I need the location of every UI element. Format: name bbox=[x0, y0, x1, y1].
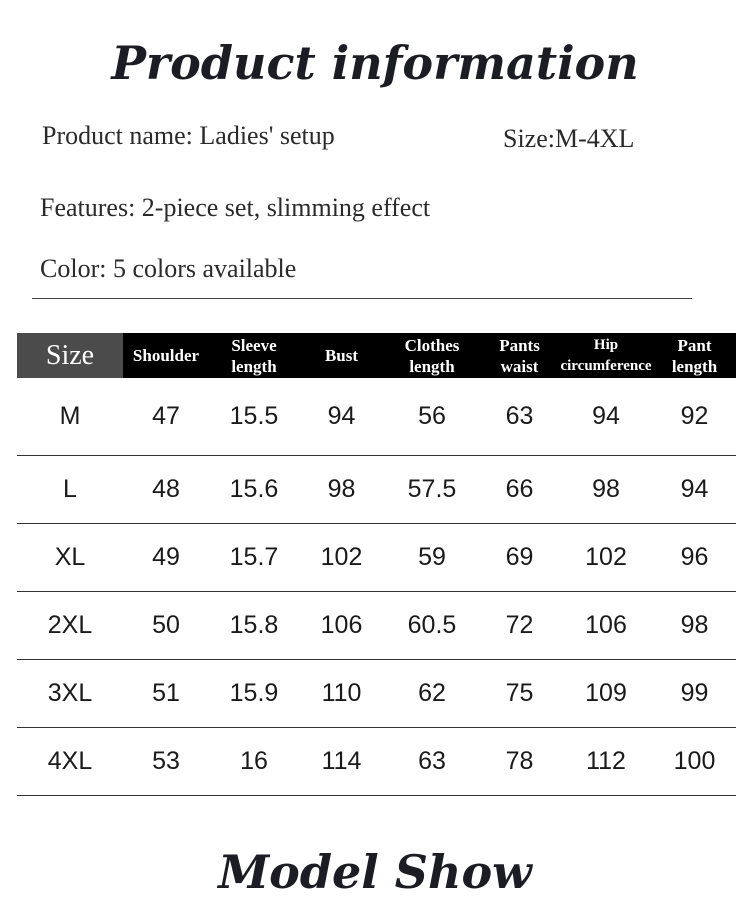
measurement-cell: 94 bbox=[559, 378, 653, 456]
header-label: Sleeve bbox=[231, 335, 277, 355]
header-shoulder bbox=[123, 333, 209, 378]
features-text: Features: 2-piece set, slimming effect bbox=[40, 193, 431, 222]
header-label: length bbox=[671, 356, 718, 376]
header-label: Hip bbox=[593, 336, 619, 353]
header-label: Pants bbox=[499, 335, 540, 355]
table-row bbox=[17, 456, 736, 524]
header-label: Shoulder bbox=[132, 346, 200, 365]
measurement-cell: 114 bbox=[299, 728, 384, 796]
measurement-cell: 51 bbox=[123, 660, 209, 728]
size-cell: L bbox=[17, 456, 123, 524]
measurement-cell: 57.5 bbox=[384, 456, 480, 524]
measurement-cell: 110 bbox=[299, 660, 384, 728]
table-body bbox=[17, 378, 736, 796]
measurement-cell: 92 bbox=[653, 378, 736, 456]
measurement-cell: 47 bbox=[123, 378, 209, 456]
header-hip-circumference bbox=[559, 333, 653, 378]
measurement-cell: 98 bbox=[299, 456, 384, 524]
header-label: length bbox=[409, 356, 455, 376]
measurement-cell: 49 bbox=[123, 524, 209, 592]
product-name-text: Product name: Ladies' setup bbox=[42, 121, 335, 150]
measurement-cell: 15.9 bbox=[209, 660, 299, 728]
size-cell: M bbox=[17, 378, 123, 456]
measurement-cell: 94 bbox=[299, 378, 384, 456]
measurement-cell: 53 bbox=[123, 728, 209, 796]
table-row bbox=[17, 728, 736, 796]
measurement-cell: 56 bbox=[384, 378, 480, 456]
measurement-cell: 69 bbox=[480, 524, 559, 592]
measurement-cell: 102 bbox=[299, 524, 384, 592]
measurement-cell: 102 bbox=[559, 524, 653, 592]
measurement-cell: 66 bbox=[480, 456, 559, 524]
table-row bbox=[17, 660, 736, 728]
header-sleeve-length bbox=[209, 333, 299, 378]
header-pant-length bbox=[653, 333, 736, 378]
measurement-cell: 99 bbox=[653, 660, 736, 728]
size-cell: XL bbox=[17, 524, 123, 592]
measurement-cell: 106 bbox=[559, 592, 653, 660]
size-cell: 3XL bbox=[17, 660, 123, 728]
header-label: length bbox=[231, 356, 277, 376]
measurement-cell: 15.8 bbox=[209, 592, 299, 660]
header-label: Clothes bbox=[404, 335, 460, 355]
header-size bbox=[17, 333, 123, 378]
measurement-cell: 106 bbox=[299, 592, 384, 660]
size-cell: 2XL bbox=[17, 592, 123, 660]
measurement-cell: 63 bbox=[384, 728, 480, 796]
measurement-cell: 75 bbox=[480, 660, 559, 728]
size-chart-table bbox=[17, 333, 736, 796]
header-bust bbox=[299, 333, 384, 378]
measurement-cell: 15.5 bbox=[209, 378, 299, 456]
measurement-cell: 96 bbox=[653, 524, 736, 592]
measurement-cell: 50 bbox=[123, 592, 209, 660]
divider bbox=[32, 298, 692, 299]
measurement-cell: 15.7 bbox=[209, 524, 299, 592]
measurement-cell: 72 bbox=[480, 592, 559, 660]
measurement-cell: 98 bbox=[559, 456, 653, 524]
header-label: Size bbox=[45, 340, 95, 371]
measurement-cell: 109 bbox=[559, 660, 653, 728]
header-label: circumference bbox=[560, 357, 652, 374]
size-range-text: Size:M-4XL bbox=[503, 124, 635, 153]
measurement-cell: 63 bbox=[480, 378, 559, 456]
measurement-cell: 100 bbox=[653, 728, 736, 796]
measurement-cell: 78 bbox=[480, 728, 559, 796]
header-label: waist bbox=[500, 356, 539, 376]
page-title: Product information bbox=[111, 36, 639, 90]
measurement-cell: 16 bbox=[209, 728, 299, 796]
color-text: Color: 5 colors available bbox=[40, 254, 297, 283]
header-label: Pant bbox=[677, 335, 712, 355]
measurement-cell: 62 bbox=[384, 660, 480, 728]
table-header-row bbox=[17, 333, 736, 378]
header-label: Bust bbox=[324, 346, 359, 365]
section-title: Model Show bbox=[218, 845, 532, 899]
measurement-cell: 94 bbox=[653, 456, 736, 524]
measurement-cell: 98 bbox=[653, 592, 736, 660]
table-row bbox=[17, 378, 736, 456]
table-row bbox=[17, 592, 736, 660]
measurement-cell: 48 bbox=[123, 456, 209, 524]
header-clothes-length bbox=[384, 333, 480, 378]
header-pants-waist bbox=[480, 333, 559, 378]
table-row bbox=[17, 524, 736, 592]
measurement-cell: 112 bbox=[559, 728, 653, 796]
measurement-cell: 59 bbox=[384, 524, 480, 592]
measurement-cell: 15.6 bbox=[209, 456, 299, 524]
size-cell: 4XL bbox=[17, 728, 123, 796]
measurement-cell: 60.5 bbox=[384, 592, 480, 660]
